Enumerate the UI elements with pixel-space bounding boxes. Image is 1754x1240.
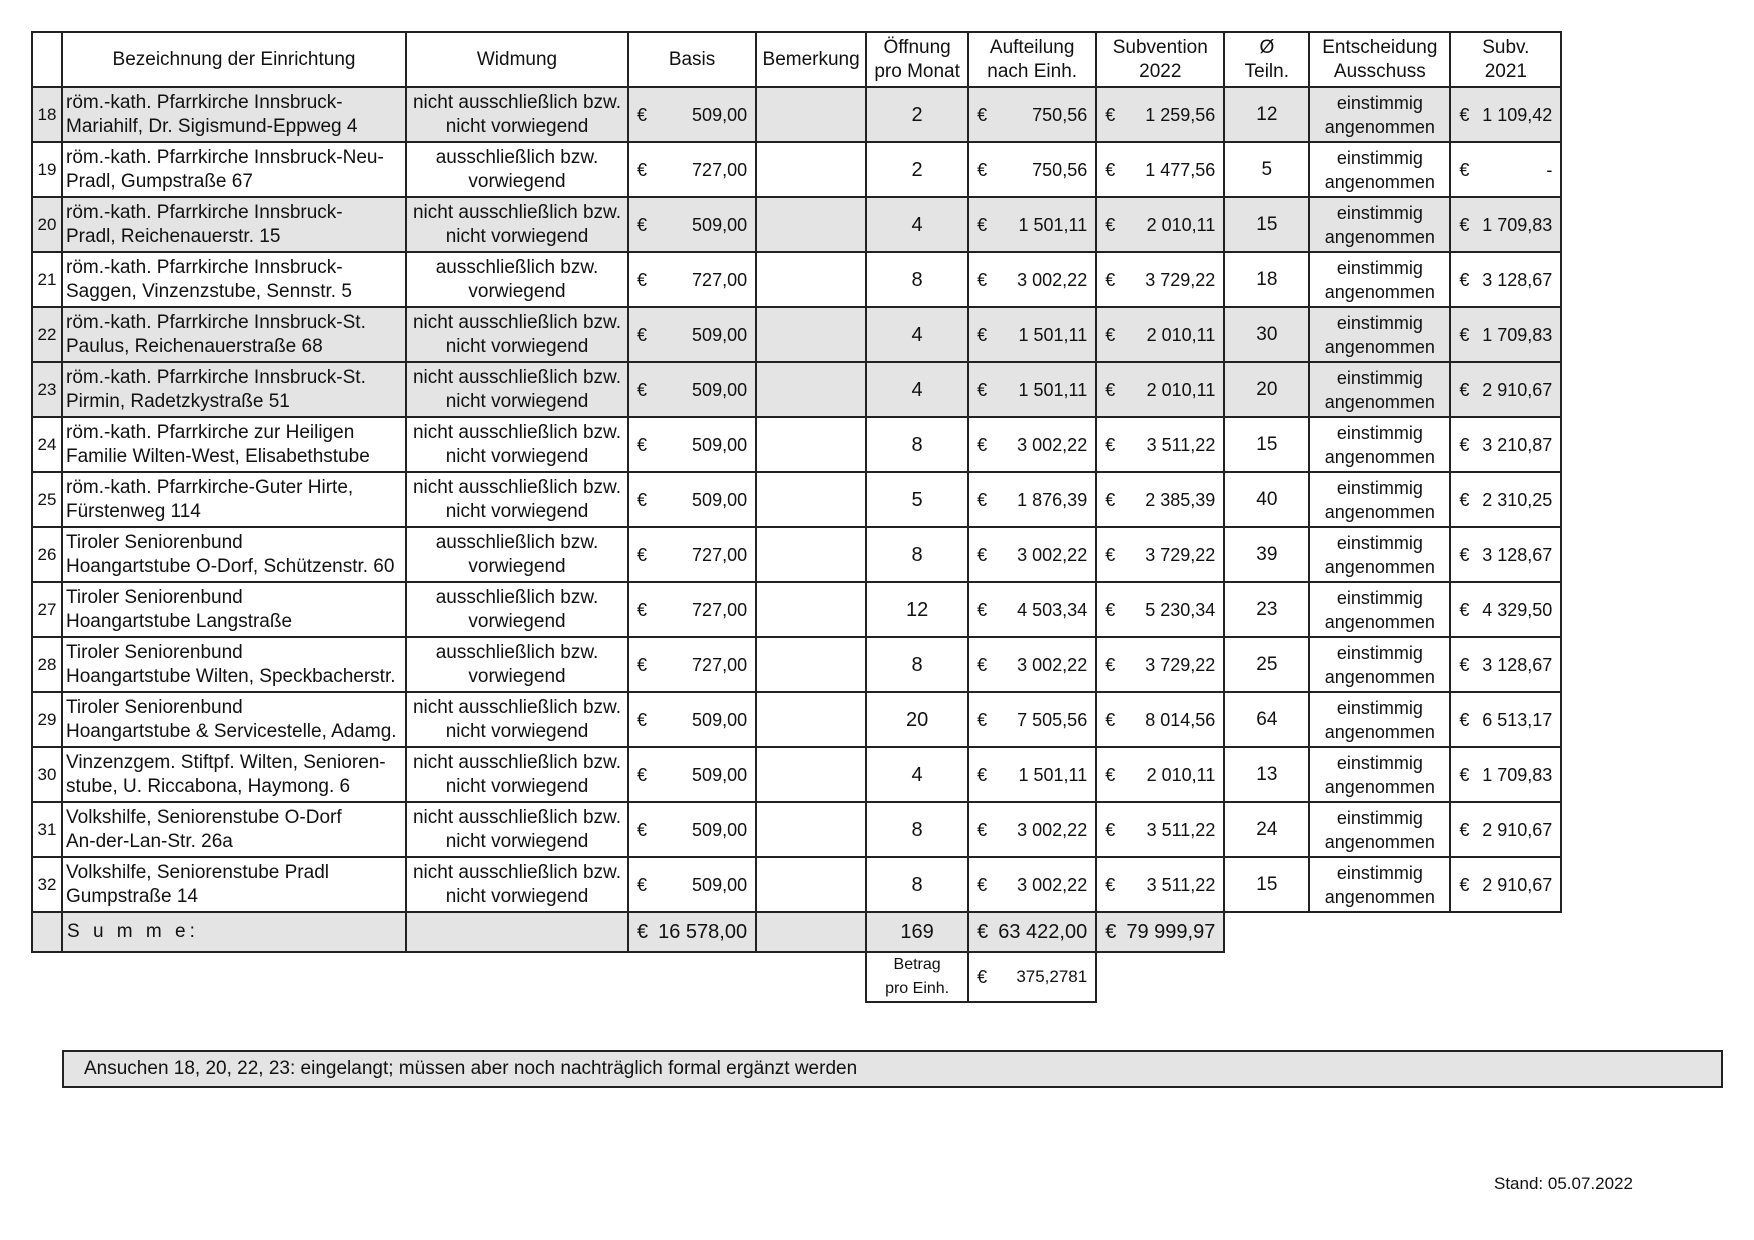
row-teiln: 64 bbox=[1224, 692, 1309, 747]
row-subvention: € 2 010,11 bbox=[1096, 307, 1224, 362]
row-teiln: 15 bbox=[1224, 417, 1309, 472]
sum-widmung bbox=[406, 912, 628, 952]
header-basis: Basis bbox=[628, 32, 756, 87]
per-unit-value: € 375,2781 bbox=[968, 952, 1096, 1002]
row-nr: 27 bbox=[32, 582, 62, 637]
row-widmung: nicht ausschließlich bzw. nicht vorwiegend bbox=[406, 417, 628, 472]
row-teiln: 5 bbox=[1224, 142, 1309, 197]
header-aufteilung: Aufteilung nach Einh. bbox=[968, 32, 1096, 87]
row-aufteilung: € 3 002,22 bbox=[968, 857, 1096, 912]
table-row bbox=[32, 87, 1561, 142]
row-entscheidung: einstimmig angenommen bbox=[1309, 417, 1450, 472]
row-name: röm.-kath. Pfarrkirche Innsbruck- Pradl, Reichenauerstr. 15 bbox=[62, 197, 406, 252]
per-unit-row bbox=[32, 952, 1561, 1002]
row-basis: € 727,00 bbox=[628, 527, 756, 582]
row-basis: € 727,00 bbox=[628, 582, 756, 637]
row-basis: € 509,00 bbox=[628, 197, 756, 252]
table-row bbox=[32, 692, 1561, 747]
row-entscheidung: einstimmig angenommen bbox=[1309, 87, 1450, 142]
row-subv2021: € 1 709,83 bbox=[1450, 197, 1561, 252]
row-bemerkung bbox=[756, 307, 866, 362]
row-aufteilung: € 3 002,22 bbox=[968, 802, 1096, 857]
row-entscheidung: einstimmig angenommen bbox=[1309, 472, 1450, 527]
header-teiln: Ø Teiln. bbox=[1224, 32, 1309, 87]
header-subvention: Subvention 2022 bbox=[1096, 32, 1224, 87]
row-widmung: nicht ausschließlich bzw. nicht vorwiegend bbox=[406, 802, 628, 857]
row-bemerkung bbox=[756, 857, 866, 912]
row-oeffnung: 8 bbox=[866, 527, 968, 582]
table-row bbox=[32, 417, 1561, 472]
sum-bemerkung bbox=[756, 912, 866, 952]
row-aufteilung: € 750,56 bbox=[968, 142, 1096, 197]
row-subv2021: € 3 128,67 bbox=[1450, 252, 1561, 307]
row-name: Volkshilfe, Seniorenstube O-Dorf An-der-Lan-Str. 26a bbox=[62, 802, 406, 857]
row-subv2021: € 3 128,67 bbox=[1450, 637, 1561, 692]
row-widmung: nicht ausschließlich bzw. nicht vorwiegend bbox=[406, 362, 628, 417]
row-oeffnung: 4 bbox=[866, 307, 968, 362]
row-oeffnung: 2 bbox=[866, 87, 968, 142]
table-row bbox=[32, 582, 1561, 637]
row-name: röm.-kath. Pfarrkirche Innsbruck-St. Pirmin, Radetzkystraße 51 bbox=[62, 362, 406, 417]
row-basis: € 727,00 bbox=[628, 142, 756, 197]
row-aufteilung: € 3 002,22 bbox=[968, 252, 1096, 307]
row-basis: € 727,00 bbox=[628, 637, 756, 692]
row-subvention: € 3 511,22 bbox=[1096, 417, 1224, 472]
row-widmung: ausschließlich bzw. vorwiegend bbox=[406, 527, 628, 582]
row-bemerkung bbox=[756, 527, 866, 582]
row-subv2021: € 2 910,67 bbox=[1450, 857, 1561, 912]
subsidy-table bbox=[31, 31, 1562, 1003]
row-name: röm.-kath. Pfarrkirche zur Heiligen Familie Wilten-West, Elisabethstube bbox=[62, 417, 406, 472]
row-basis: € 509,00 bbox=[628, 417, 756, 472]
row-oeffnung: 4 bbox=[866, 747, 968, 802]
row-widmung: ausschließlich bzw. vorwiegend bbox=[406, 637, 628, 692]
row-entscheidung: einstimmig angenommen bbox=[1309, 692, 1450, 747]
row-teiln: 15 bbox=[1224, 197, 1309, 252]
row-bemerkung bbox=[756, 142, 866, 197]
row-subv2021: € 1 709,83 bbox=[1450, 747, 1561, 802]
table-row bbox=[32, 802, 1561, 857]
row-basis: € 509,00 bbox=[628, 362, 756, 417]
sum-label: S u m m e: bbox=[62, 912, 406, 952]
row-subv2021: € 2 310,25 bbox=[1450, 472, 1561, 527]
row-aufteilung: € 1 501,11 bbox=[968, 362, 1096, 417]
sum-basis: € 16 578,00 bbox=[628, 912, 756, 952]
row-bemerkung bbox=[756, 802, 866, 857]
row-aufteilung: € 4 503,34 bbox=[968, 582, 1096, 637]
row-name: röm.-kath. Pfarrkirche Innsbruck- Mariahilf, Dr. Sigismund-Eppweg 4 bbox=[62, 87, 406, 142]
row-name: Vinzenzgem. Stiftpf. Wilten, Senioren- stube, U. Riccabona, Haymong. 6 bbox=[62, 747, 406, 802]
sum-aufteilung: € 63 422,00 bbox=[968, 912, 1096, 952]
row-oeffnung: 8 bbox=[866, 417, 968, 472]
row-nr: 21 bbox=[32, 252, 62, 307]
row-widmung: nicht ausschließlich bzw. nicht vorwiegend bbox=[406, 747, 628, 802]
row-entscheidung: einstimmig angenommen bbox=[1309, 747, 1450, 802]
row-bemerkung bbox=[756, 362, 866, 417]
table-row bbox=[32, 197, 1561, 252]
row-widmung: ausschließlich bzw. vorwiegend bbox=[406, 582, 628, 637]
row-teiln: 40 bbox=[1224, 472, 1309, 527]
header-name: Bezeichnung der Einrichtung bbox=[62, 32, 406, 87]
note-box: Ansuchen 18, 20, 22, 23: eingelangt; müssen aber noch nachträglich formal ergänzt werden bbox=[62, 1050, 1723, 1088]
row-entscheidung: einstimmig angenommen bbox=[1309, 802, 1450, 857]
row-subv2021: € 1 709,83 bbox=[1450, 307, 1561, 362]
row-nr: 25 bbox=[32, 472, 62, 527]
row-widmung: ausschließlich bzw. vorwiegend bbox=[406, 252, 628, 307]
row-nr: 32 bbox=[32, 857, 62, 912]
header-row bbox=[32, 32, 1561, 87]
sum-row bbox=[32, 912, 1561, 952]
table-row bbox=[32, 527, 1561, 582]
row-subvention: € 5 230,34 bbox=[1096, 582, 1224, 637]
per-unit-label: Betrag pro Einh. bbox=[866, 952, 968, 1002]
row-bemerkung bbox=[756, 87, 866, 142]
header-oeffnung: Öffnung pro Monat bbox=[866, 32, 968, 87]
row-basis: € 509,00 bbox=[628, 857, 756, 912]
row-entscheidung: einstimmig angenommen bbox=[1309, 362, 1450, 417]
row-entscheidung: einstimmig angenommen bbox=[1309, 857, 1450, 912]
row-bemerkung bbox=[756, 197, 866, 252]
row-subv2021: € 3 128,67 bbox=[1450, 527, 1561, 582]
row-name: Tiroler Seniorenbund Hoangartstube & Servicestelle, Adamg. bbox=[62, 692, 406, 747]
row-oeffnung: 12 bbox=[866, 582, 968, 637]
row-subvention: € 3 729,22 bbox=[1096, 637, 1224, 692]
row-widmung: nicht ausschließlich bzw. nicht vorwiegend bbox=[406, 87, 628, 142]
row-aufteilung: € 3 002,22 bbox=[968, 637, 1096, 692]
row-subvention: € 1 477,56 bbox=[1096, 142, 1224, 197]
stand-date: Stand: 05.07.2022 bbox=[1494, 1174, 1633, 1193]
row-entscheidung: einstimmig angenommen bbox=[1309, 252, 1450, 307]
row-nr: 26 bbox=[32, 527, 62, 582]
header-nr bbox=[32, 32, 62, 87]
row-bemerkung bbox=[756, 637, 866, 692]
row-basis: € 509,00 bbox=[628, 307, 756, 362]
header-subv2021: Subv. 2021 bbox=[1450, 32, 1561, 87]
row-teiln: 12 bbox=[1224, 87, 1309, 142]
row-oeffnung: 8 bbox=[866, 857, 968, 912]
row-teiln: 24 bbox=[1224, 802, 1309, 857]
table-row bbox=[32, 362, 1561, 417]
row-subv2021: € - bbox=[1450, 142, 1561, 197]
row-entscheidung: einstimmig angenommen bbox=[1309, 197, 1450, 252]
row-widmung: nicht ausschließlich bzw. nicht vorwiegend bbox=[406, 472, 628, 527]
row-subvention: € 1 259,56 bbox=[1096, 87, 1224, 142]
row-aufteilung: € 7 505,56 bbox=[968, 692, 1096, 747]
row-basis: € 727,00 bbox=[628, 252, 756, 307]
row-subvention: € 2 010,11 bbox=[1096, 197, 1224, 252]
row-bemerkung bbox=[756, 472, 866, 527]
row-nr: 30 bbox=[32, 747, 62, 802]
row-widmung: nicht ausschließlich bzw. nicht vorwiegend bbox=[406, 197, 628, 252]
row-aufteilung: € 1 501,11 bbox=[968, 747, 1096, 802]
row-subv2021: € 2 910,67 bbox=[1450, 802, 1561, 857]
row-widmung: nicht ausschließlich bzw. nicht vorwiegend bbox=[406, 857, 628, 912]
row-basis: € 509,00 bbox=[628, 747, 756, 802]
row-oeffnung: 8 bbox=[866, 252, 968, 307]
row-bemerkung bbox=[756, 417, 866, 472]
row-subvention: € 2 385,39 bbox=[1096, 472, 1224, 527]
row-oeffnung: 2 bbox=[866, 142, 968, 197]
table-row bbox=[32, 747, 1561, 802]
row-basis: € 509,00 bbox=[628, 472, 756, 527]
row-subvention: € 3 511,22 bbox=[1096, 802, 1224, 857]
table-row bbox=[32, 307, 1561, 362]
row-basis: € 509,00 bbox=[628, 692, 756, 747]
row-widmung: nicht ausschließlich bzw. nicht vorwiegend bbox=[406, 307, 628, 362]
row-nr: 28 bbox=[32, 637, 62, 692]
table-row bbox=[32, 142, 1561, 197]
row-oeffnung: 5 bbox=[866, 472, 968, 527]
row-nr: 24 bbox=[32, 417, 62, 472]
row-aufteilung: € 1 876,39 bbox=[968, 472, 1096, 527]
table-row bbox=[32, 637, 1561, 692]
row-name: röm.-kath. Pfarrkirche-Guter Hirte, Fürstenweg 114 bbox=[62, 472, 406, 527]
row-entscheidung: einstimmig angenommen bbox=[1309, 307, 1450, 362]
row-oeffnung: 4 bbox=[866, 197, 968, 252]
row-aufteilung: € 1 501,11 bbox=[968, 307, 1096, 362]
row-teiln: 15 bbox=[1224, 857, 1309, 912]
row-nr: 19 bbox=[32, 142, 62, 197]
sum-oeffnung: 169 bbox=[866, 912, 968, 952]
row-basis: € 509,00 bbox=[628, 87, 756, 142]
row-entscheidung: einstimmig angenommen bbox=[1309, 637, 1450, 692]
sum-subvention: € 79 999,97 bbox=[1096, 912, 1224, 952]
row-name: röm.-kath. Pfarrkirche Innsbruck- Saggen, Vinzenzstube, Sennstr. 5 bbox=[62, 252, 406, 307]
row-nr: 18 bbox=[32, 87, 62, 142]
row-name: röm.-kath. Pfarrkirche Innsbruck-Neu- Pradl, Gumpstraße 67 bbox=[62, 142, 406, 197]
row-subvention: € 3 511,22 bbox=[1096, 857, 1224, 912]
row-teiln: 23 bbox=[1224, 582, 1309, 637]
row-nr: 29 bbox=[32, 692, 62, 747]
row-subvention: € 3 729,22 bbox=[1096, 252, 1224, 307]
row-teiln: 25 bbox=[1224, 637, 1309, 692]
row-aufteilung: € 3 002,22 bbox=[968, 417, 1096, 472]
row-teiln: 18 bbox=[1224, 252, 1309, 307]
header-entscheidung: Entscheidung Ausschuss bbox=[1309, 32, 1450, 87]
row-subv2021: € 1 109,42 bbox=[1450, 87, 1561, 142]
row-bemerkung bbox=[756, 252, 866, 307]
row-subvention: € 2 010,11 bbox=[1096, 747, 1224, 802]
row-bemerkung bbox=[756, 582, 866, 637]
row-oeffnung: 20 bbox=[866, 692, 968, 747]
row-name: Tiroler Seniorenbund Hoangartstube Wilten, Speckbacherstr. bbox=[62, 637, 406, 692]
header-widmung: Widmung bbox=[406, 32, 628, 87]
row-aufteilung: € 1 501,11 bbox=[968, 197, 1096, 252]
table-row bbox=[32, 857, 1561, 912]
row-name: röm.-kath. Pfarrkirche Innsbruck-St. Paulus, Reichenauerstraße 68 bbox=[62, 307, 406, 362]
row-subvention: € 2 010,11 bbox=[1096, 362, 1224, 417]
row-subv2021: € 4 329,50 bbox=[1450, 582, 1561, 637]
sum-nr bbox=[32, 912, 62, 952]
table-row bbox=[32, 252, 1561, 307]
row-oeffnung: 8 bbox=[866, 637, 968, 692]
row-name: Volkshilfe, Seniorenstube Pradl Gumpstraße 14 bbox=[62, 857, 406, 912]
row-nr: 23 bbox=[32, 362, 62, 417]
row-teiln: 30 bbox=[1224, 307, 1309, 362]
row-teiln: 13 bbox=[1224, 747, 1309, 802]
row-bemerkung bbox=[756, 692, 866, 747]
row-aufteilung: € 3 002,22 bbox=[968, 527, 1096, 582]
row-oeffnung: 8 bbox=[866, 802, 968, 857]
row-teiln: 39 bbox=[1224, 527, 1309, 582]
row-bemerkung bbox=[756, 747, 866, 802]
row-widmung: ausschließlich bzw. vorwiegend bbox=[406, 142, 628, 197]
row-name: Tiroler Seniorenbund Hoangartstube Langstraße bbox=[62, 582, 406, 637]
row-subv2021: € 2 910,67 bbox=[1450, 362, 1561, 417]
row-entscheidung: einstimmig angenommen bbox=[1309, 582, 1450, 637]
row-subvention: € 8 014,56 bbox=[1096, 692, 1224, 747]
row-subvention: € 3 729,22 bbox=[1096, 527, 1224, 582]
row-oeffnung: 4 bbox=[866, 362, 968, 417]
row-widmung: nicht ausschließlich bzw. nicht vorwiegend bbox=[406, 692, 628, 747]
row-basis: € 509,00 bbox=[628, 802, 756, 857]
row-nr: 31 bbox=[32, 802, 62, 857]
row-subv2021: € 3 210,87 bbox=[1450, 417, 1561, 472]
row-name: Tiroler Seniorenbund Hoangartstube O-Dorf, Schützenstr. 60 bbox=[62, 527, 406, 582]
row-aufteilung: € 750,56 bbox=[968, 87, 1096, 142]
row-entscheidung: einstimmig angenommen bbox=[1309, 527, 1450, 582]
row-nr: 22 bbox=[32, 307, 62, 362]
table-row bbox=[32, 472, 1561, 527]
header-bemerkung: Bemerkung bbox=[756, 32, 866, 87]
row-teiln: 20 bbox=[1224, 362, 1309, 417]
row-subv2021: € 6 513,17 bbox=[1450, 692, 1561, 747]
row-entscheidung: einstimmig angenommen bbox=[1309, 142, 1450, 197]
row-nr: 20 bbox=[32, 197, 62, 252]
